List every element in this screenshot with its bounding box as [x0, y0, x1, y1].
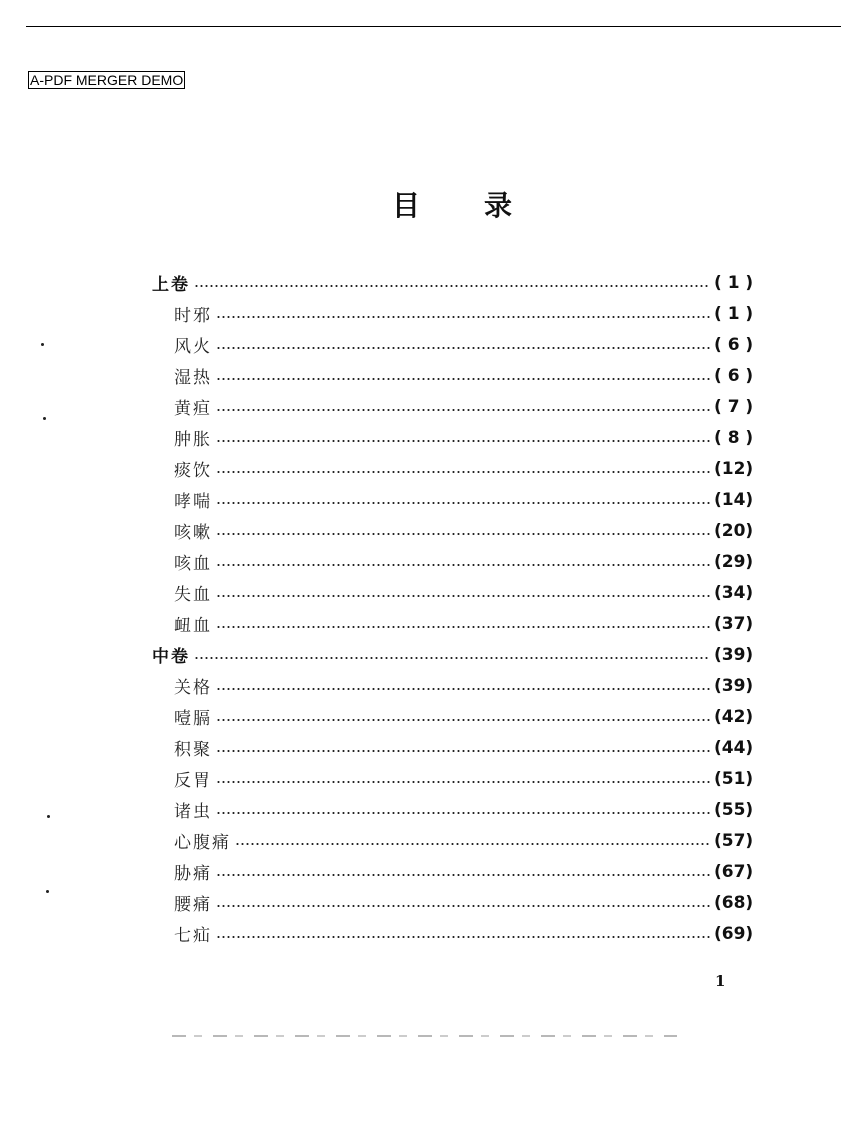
- dot-leader: [216, 626, 710, 628]
- toc-page-ref: ( 6 ): [714, 365, 754, 386]
- toc-page-ref: (44): [714, 737, 754, 758]
- dot-leader: [216, 409, 710, 411]
- dot-leader: [216, 719, 710, 721]
- dot-leader: [216, 595, 710, 597]
- dot-leader: [216, 471, 710, 473]
- watermark: A-PDF MERGER DEMO: [30, 72, 184, 88]
- dot-leader: [194, 285, 710, 287]
- toc-page-ref: (57): [714, 830, 754, 851]
- toc-entry: [174, 577, 780, 608]
- scan-speck: [41, 343, 44, 346]
- toc-entry: [174, 732, 780, 763]
- top-rule: [26, 26, 841, 27]
- toc-title: 噎膈: [174, 709, 212, 729]
- toc-page-ref: (67): [714, 861, 754, 882]
- dot-leader: [216, 781, 710, 783]
- toc-entry: [174, 701, 780, 732]
- toc-title: 失血: [174, 585, 212, 605]
- toc-title: 咳血: [174, 554, 212, 574]
- scan-speck: [43, 417, 46, 420]
- toc-entry: [174, 484, 780, 515]
- toc-title: 哮喘: [174, 492, 212, 512]
- toc-entry: [174, 453, 780, 484]
- toc-page-ref: (42): [714, 706, 754, 727]
- page-number: 1: [715, 972, 726, 990]
- toc-entry: [174, 298, 780, 329]
- toc-entry: [174, 360, 780, 391]
- toc-entry: [174, 608, 780, 639]
- toc-entry: [174, 391, 780, 422]
- dot-leader: [216, 936, 710, 938]
- toc-page-ref: (69): [714, 923, 754, 944]
- toc-title: 肿胀: [174, 430, 212, 450]
- toc-page-ref: (37): [714, 613, 754, 634]
- toc-title: 湿热: [174, 368, 212, 388]
- dot-leader: [216, 440, 710, 442]
- toc-chapter: [152, 267, 780, 298]
- toc-entry: [174, 856, 780, 887]
- toc-page-ref: (68): [714, 892, 754, 913]
- scan-artifact-line: [172, 1035, 677, 1037]
- toc-title: 七疝: [174, 926, 212, 946]
- toc-entry: [174, 422, 780, 453]
- toc-entry: [174, 887, 780, 918]
- toc-title: 上卷: [152, 275, 190, 295]
- page-title: 目录: [392, 189, 577, 222]
- toc-page-ref: (12): [714, 458, 754, 479]
- dot-leader: [216, 750, 710, 752]
- scan-speck: [47, 815, 50, 818]
- toc-page-ref: (29): [714, 551, 754, 572]
- toc-entry: [174, 825, 780, 856]
- dot-leader: [216, 874, 710, 876]
- toc-entry: [174, 794, 780, 825]
- toc-entry: [174, 670, 780, 701]
- toc-title: 积聚: [174, 740, 212, 760]
- toc-title: 中卷: [152, 647, 190, 667]
- dot-leader: [194, 657, 710, 659]
- dot-leader: [216, 812, 710, 814]
- dot-leader: [216, 378, 710, 380]
- toc-page-ref: ( 7 ): [714, 396, 754, 417]
- toc-title: 痰饮: [174, 461, 212, 481]
- toc-title: 反胃: [174, 771, 212, 791]
- dot-leader: [216, 502, 710, 504]
- toc-title: 风火: [174, 337, 212, 357]
- dot-leader: [216, 905, 710, 907]
- toc-title: 胁痛: [174, 864, 212, 884]
- toc-title: 咳嗽: [174, 523, 212, 543]
- toc-page-ref: ( 1 ): [714, 272, 754, 293]
- toc-page-ref: ( 1 ): [714, 303, 754, 324]
- toc-page-ref: ( 8 ): [714, 427, 754, 448]
- table-of-contents: [0, 267, 866, 949]
- toc-entry: [174, 918, 780, 949]
- toc-page-ref: (39): [714, 644, 754, 665]
- toc-page-ref: (39): [714, 675, 754, 696]
- scan-speck: [46, 890, 49, 893]
- toc-entry: [174, 329, 780, 360]
- toc-page-ref: (51): [714, 768, 754, 789]
- dot-leader: [216, 688, 710, 690]
- toc-page-ref: (20): [714, 520, 754, 541]
- toc-title: 心腹痛: [174, 833, 231, 853]
- dot-leader: [216, 347, 710, 349]
- dot-leader: [235, 843, 710, 845]
- toc-entry: [174, 546, 780, 577]
- toc-title: 衄血: [174, 616, 212, 636]
- toc-title: 诸虫: [174, 802, 212, 822]
- toc-chapter: [152, 639, 780, 670]
- dot-leader: [216, 316, 710, 318]
- dot-leader: [216, 564, 710, 566]
- dot-leader: [216, 533, 710, 535]
- toc-title: 时邪: [174, 306, 212, 326]
- toc-title: 关格: [174, 678, 212, 698]
- toc-title: 腰痛: [174, 895, 212, 915]
- toc-page-ref: (34): [714, 582, 754, 603]
- toc-entry: [174, 515, 780, 546]
- toc-page-ref: ( 6 ): [714, 334, 754, 355]
- toc-page-ref: (14): [714, 489, 754, 510]
- toc-page-ref: (55): [714, 799, 754, 820]
- toc-entry: [174, 763, 780, 794]
- toc-title: 黄疸: [174, 399, 212, 419]
